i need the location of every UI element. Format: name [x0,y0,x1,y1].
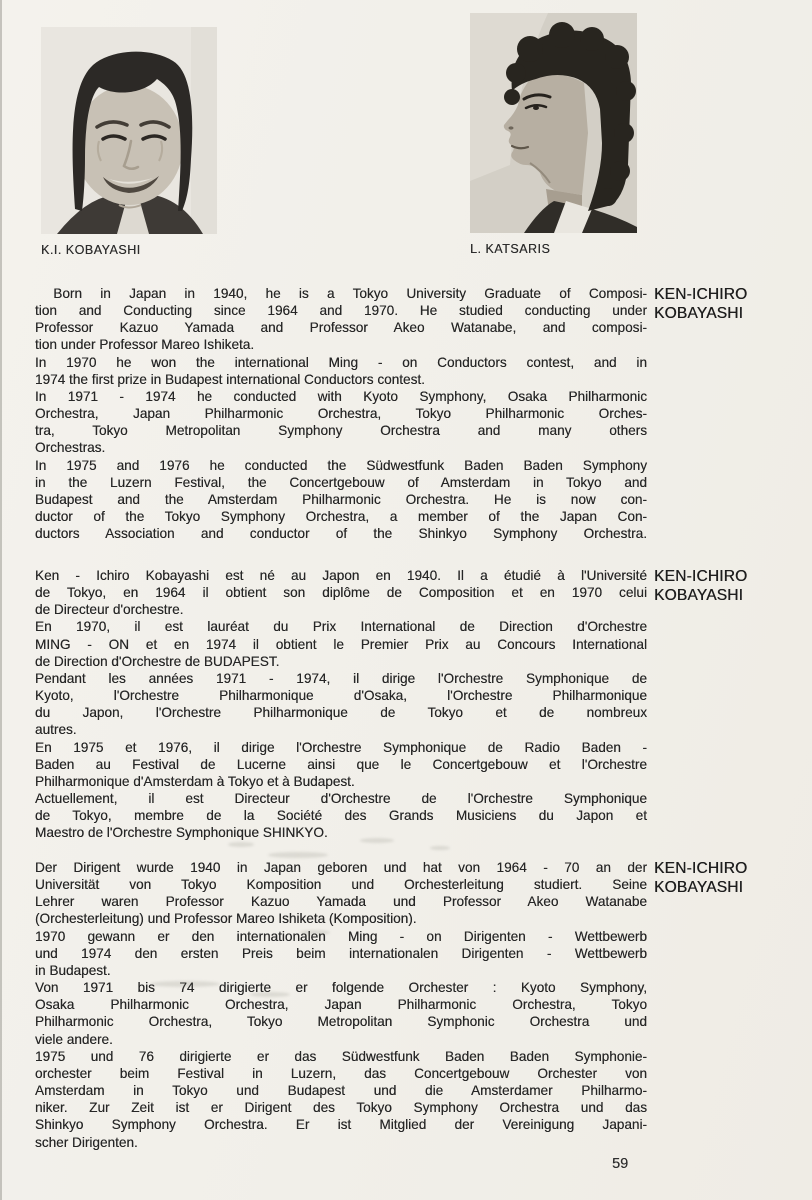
scan-smudge [228,842,254,847]
text-line: viele andere. [35,1031,113,1047]
text-line: scher Dirigenten. [35,1134,138,1150]
text-line: In 1970 he won the international Ming - on Conductors contest, and in [35,354,647,370]
bio-text-english [35,285,647,542]
text-line: tion under Professor Mareo Ishiketa. [35,337,255,353]
bio-section-french [35,567,812,842]
text-line: du Japon, l'Orchestre Philharmonique de Tokyo et de nombreux [35,705,647,721]
text-line: tion and Conducting since 1964 and 1970. He studied conducting under [35,303,647,319]
text-line: Der Dirigent wurde 1940 in Japan geboren und hat von 1964 - 70 an der [35,860,647,875]
text-line: orchester beim Festival in Luzern, das Concertgebouw Orchester von [35,1065,647,1081]
text-line: Kyoto, l'Orchestre Philharmonique d'Osaka, l'Orchestre Philharmonique [35,688,647,704]
text-line: MING - ON et en 1974 il obtient le Premier Prix au Concours International [35,636,647,652]
text-line: Orchestras. [35,440,106,456]
text-line: Osaka Philharmonic Orchestra, Japan Philharmonic Orchestra, Tokyo [35,997,647,1013]
text-line: Born in Japan in 1940, he is a Tokyo University Graduate of Composi- [35,286,647,301]
photo-caption-kobayashi: K.I. KOBAYASHI [41,243,141,257]
text-line: ductor of the Tokyo Symphony Orchestra, a member of the Japan Con- [35,509,647,525]
margin-header-line: KEN-ICHIRO [654,860,748,877]
scan-smudge [430,846,450,850]
scan-edge-artifact [0,0,2,1200]
text-line: de Direction d'Orchestre de BUDAPEST. [35,653,280,669]
page-number: 59 [612,1156,629,1172]
text-line: Von 1971 bis 74 dirigierte er folgende Orchester : Kyoto Symphony, [35,980,647,996]
scan-smudge [150,981,220,987]
bio-text-german [35,859,647,1151]
text-line: Pendant les années 1971 - 1974, il dirige l'Orchestre Symphonique de [35,670,647,686]
text-line: 1975 und 76 dirigierte er das Südwestfunk Baden Baden Symphonie- [35,1048,647,1064]
text-line: autres. [35,722,77,738]
bio-section-english [35,285,812,542]
text-line: Lehrer waren Professor Kazuo Yamada und Professor Akeo Watanabe [35,894,647,910]
text-line: Professor Kazuo Yamada and Professor Akeo Watanabe, and composi- [35,320,647,336]
scan-smudge [268,852,328,858]
text-line: de Directeur d'orchestre. [35,602,184,618]
bio-text-french [35,567,647,842]
margin-header-line: KEN-ICHIRO [654,568,748,585]
text-line: (Orchesterleitung) und Professor Mareo Ishiketa (Komposition). [35,911,417,927]
margin-header-german [654,859,747,897]
margin-header-line: KOBAYASHI [654,587,744,604]
photo-katsaris [470,13,637,256]
text-line: Baden au Festival de Lucerne ainsi que le Concertgebouw et l'Orchestre [35,756,647,772]
text-line: 1974 the first prize in Budapest international Conductors contest. [35,371,425,387]
photo-kobayashi [41,27,217,257]
photo-caption-katsaris: L. KATSARIS [470,242,551,256]
text-line: Budapest and the Amsterdam Philharmonic Orchestra. He is now con- [35,491,647,507]
bio-section-german [35,859,812,1151]
text-line: Maestro de l'Orchestre Symphonique SHINKYO. [35,825,328,841]
text-line: ductors Association and conductor of the Shinkyo Symphony Orchestra. [35,526,647,542]
text-line: Amsterdam in Tokyo und Budapest und die Amsterdamer Philharmo- [35,1083,647,1099]
margin-header-french [654,567,747,605]
margin-header-english [654,285,747,323]
text-line: En 1970, il est lauréat du Prix International de Direction d'Orchestre [35,619,647,635]
margin-header-line: KEN-ICHIRO [654,286,748,303]
text-line: de Tokyo, membre de la Société des Grands Musiciens du Japon et [35,808,647,824]
text-line: 1970 gewann er den internationalen Ming - on Dirigenten - Wettbewerb [35,928,647,944]
text-line: und 1974 den ersten Preis beim internationalen Dirigenten - Wettbewerb [35,945,647,961]
text-line: tra, Tokyo Metropolitan Symphony Orchestra and many others [35,423,647,439]
text-line: in the Luzern Festival, the Concertgebouw of Amsterdam in Tokyo and [35,474,647,490]
text-line: In 1971 - 1974 he conducted with Kyoto Symphony, Osaka Philharmonic [35,388,647,404]
text-line: Orchestra, Japan Philharmonic Orchestra, Tokyo Philharmonic Orches- [35,406,647,422]
text-line: de Tokyo, en 1964 il obtient son diplôme de Composition et en 1970 celui [35,585,647,601]
text-line: Ken - Ichiro Kobayashi est né au Japon en 1940. Il a étudié à l'Université [35,568,647,583]
margin-header-line: KOBAYASHI [654,879,744,896]
scan-smudge [360,838,394,843]
text-line: In 1975 and 1976 he conducted the Südwestfunk Baden Baden Symphony [35,457,647,473]
text-line: En 1975 et 1976, il dirige l'Orchestre Symphonique de Radio Baden - [35,739,647,755]
text-line: niker. Zur Zeit ist er Dirigent des Tokyo Symphony Orchestra und das [35,1100,647,1116]
portrait-profile-image [470,13,637,233]
text-line: Philharmonic Orchestra, Tokyo Metropolitan Symphonic Orchestra und [35,1014,647,1030]
text-line: in Budapest. [35,962,111,978]
scan-smudge [300,930,330,935]
text-line: Philharmonique d'Amsterdam à Tokyo et à Budapest. [35,773,355,789]
text-line: Universität von Tokyo Komposition und Orchesterleitung studiert. Seine [35,877,647,893]
portrait-front-image [41,27,217,234]
text-line: Shinkyo Symphony Orchestra. Er ist Mitglied der Vereinigung Japani- [35,1117,647,1133]
margin-header-line: KOBAYASHI [654,305,744,322]
text-line: Actuellement, il est Directeur d'Orchestre de l'Orchestre Symphonique [35,791,647,807]
scan-smudge [250,992,290,997]
